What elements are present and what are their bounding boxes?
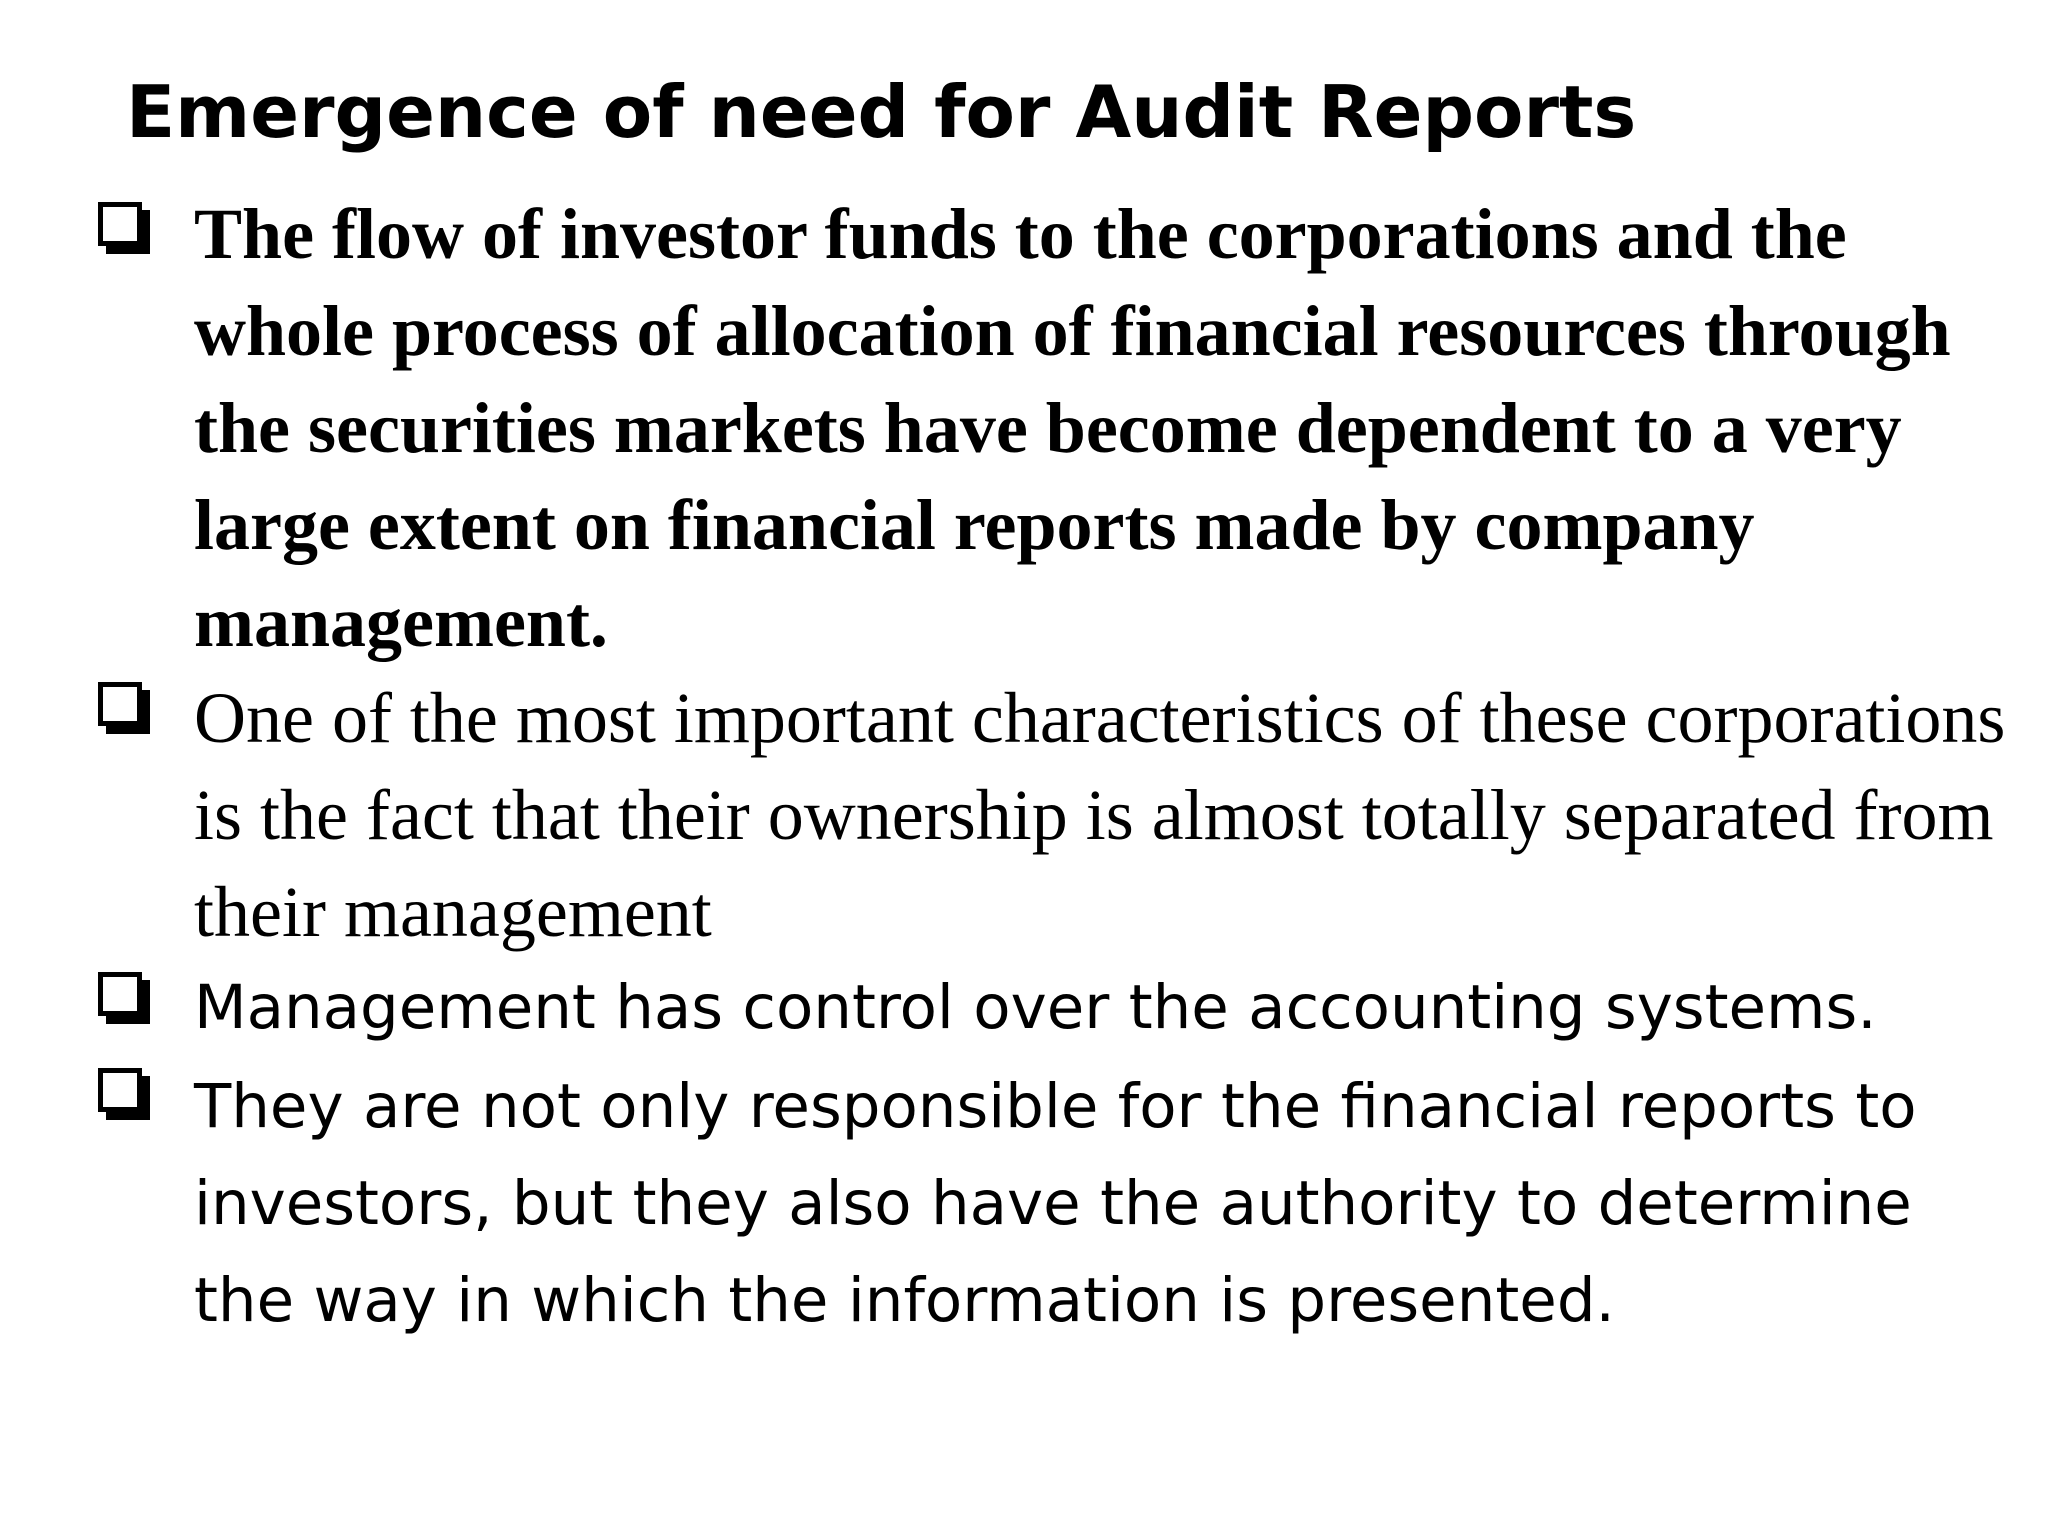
bullet-item — [194, 670, 2014, 961]
checkbox-icon — [98, 1068, 142, 1112]
bullet-text: Management has control over the accounting systems. — [194, 972, 1877, 1043]
bullet-text: The flow of investor funds to the corporations and the whole process of allocation of financial resources through the securities markets have become dependent to a very large extent on financial reports made by company management. — [194, 194, 1951, 662]
checkbox-icon — [98, 682, 142, 726]
checkbox-icon — [98, 202, 142, 246]
bullet-item — [194, 962, 2014, 1054]
bullet-item — [194, 186, 2014, 671]
bullet-item — [194, 1058, 2014, 1349]
bullet-text: One of the most important characteristics of these corporations is the fact that their ownership is almost totally separated from their management — [194, 678, 2006, 952]
checkbox-icon — [98, 972, 142, 1016]
slide-title: Emergence of need for Audit Reports — [126, 70, 1637, 154]
bullet-text: They are not only responsible for the financial reports to investors, but they also have the authority to determine the way in which the information is presented. — [194, 1071, 1917, 1336]
